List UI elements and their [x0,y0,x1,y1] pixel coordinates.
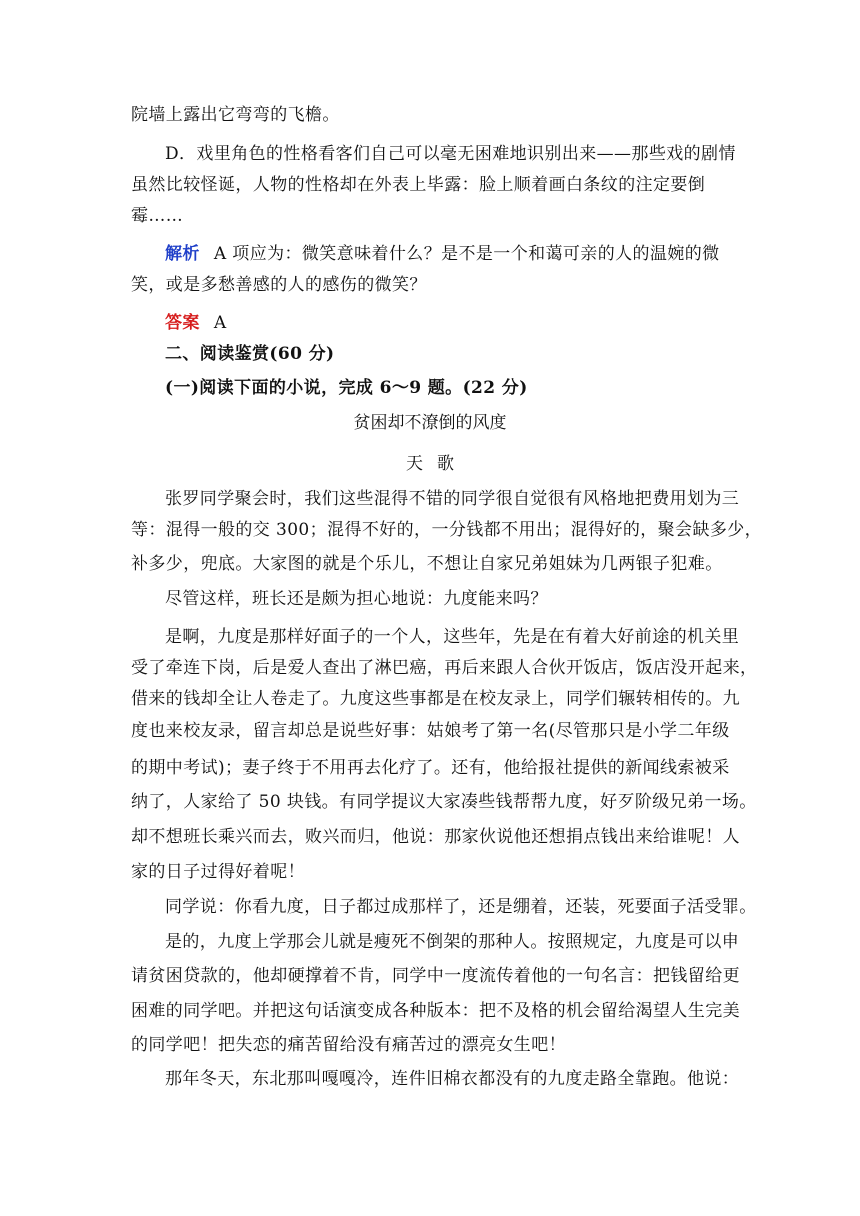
text-line: 借来的钱却全让人卷走了。九度这些事都是在校友录上，同学们辗转相传的。九 [131,689,740,709]
paragraph-line: 张罗同学聚会时，我们这些混得不错的同学很自觉很有风格地把费用划为三 [165,489,740,509]
text-line: 霉…… [131,206,184,226]
text-line: 院墙上露出它弯弯的飞檐。 [131,105,340,125]
story-author: 天歌 [406,454,468,474]
paragraph-line: 是啊，九度是那样好面子的一个人，这些年，先是在有着大好前途的机关里 [165,627,740,647]
answer-label: 答案 [165,313,200,333]
text-line: 度也来校友录，留言却总是说些好事：姑娘考了第一名(尽管那只是小学二年级 [131,721,730,741]
text-line: 等：混得一般的交 300；混得不好的，一分钱都不用出；混得好的，聚会缺多少， [131,520,763,540]
answer-line [165,312,731,334]
text-line: 的期中考试)；妻子终于不用再去化疗了。还有，他给报社提供的新闻线索被采 [131,758,730,778]
text-line: 请贫困贷款的，他却硬撑着不肯，同学中一度流传着他的一句名言：把钱留给更 [131,966,740,986]
text-line: 困难的同学吧。并把这句话演变成各种版本：把不及格的机会留给渴望人生完美 [131,1001,740,1021]
story-title: 贫困却不潦倒的风度 [353,413,507,433]
text-line: 的同学吧！把失恋的痛苦留给没有痛苦过的漂亮女生吧！ [131,1035,566,1055]
paragraph-line: 同学说：你看九度，日子都过成那样了，还是绷着，还装，死要面子活受罪。 [165,897,757,917]
analysis-line [165,243,731,265]
paragraph-line: 那年冬天，东北那叫嘎嘎冷，连件旧棉衣都没有的九度走路全靠跑。他说： [165,1069,740,1089]
text-line: 受了牵连下岗，后是爱人查出了淋巴癌，再后来跟人合伙开饭店，饭店没开起来， [131,658,758,678]
text-line: 补多少，兜底。大家图的就是个乐儿，不想让自家兄弟姐妹为几两银子犯难。 [131,554,723,574]
paragraph-line: 尽管这样，班长还是颇为担心地说：九度能来吗？ [165,589,548,609]
option-d-line: D．戏里角色的性格看客们自己可以毫无困难地识别出来——那些戏的剧情 [165,144,736,164]
text-line: 笑，或是多愁善感的人的感伤的微笑？ [131,275,427,295]
analysis-label: 解析 [165,244,200,264]
analysis-text: A 项应为：微笑意味着什么？是不是一个和蔼可亲的人的温婉的微 [213,244,720,264]
paragraph-line: 是的，九度上学那会儿就是瘦死不倒架的那种人。按照规定，九度是可以申 [165,932,740,952]
text-line: 虽然比较怪诞，人物的性格却在外表上毕露：脸上顺着画白条纹的注定要倒 [131,175,706,195]
subsection-heading: (一)阅读下面的小说，完成 6～9 题。(22 分) [165,378,528,398]
text-line: 纳了，人家给了 50 块钱。有同学提议大家凑些钱帮帮九度，好歹阶级兄弟一场。 [131,792,757,812]
section-heading: 二、阅读鉴赏(60 分) [165,344,335,364]
text-line: 却不想班长乘兴而去，败兴而归，他说：那家伙说他还想捐点钱出来给谁呢！人 [131,827,740,847]
text-line: 家的日子过得好着呢！ [131,862,305,882]
answer-text: A [213,313,227,333]
